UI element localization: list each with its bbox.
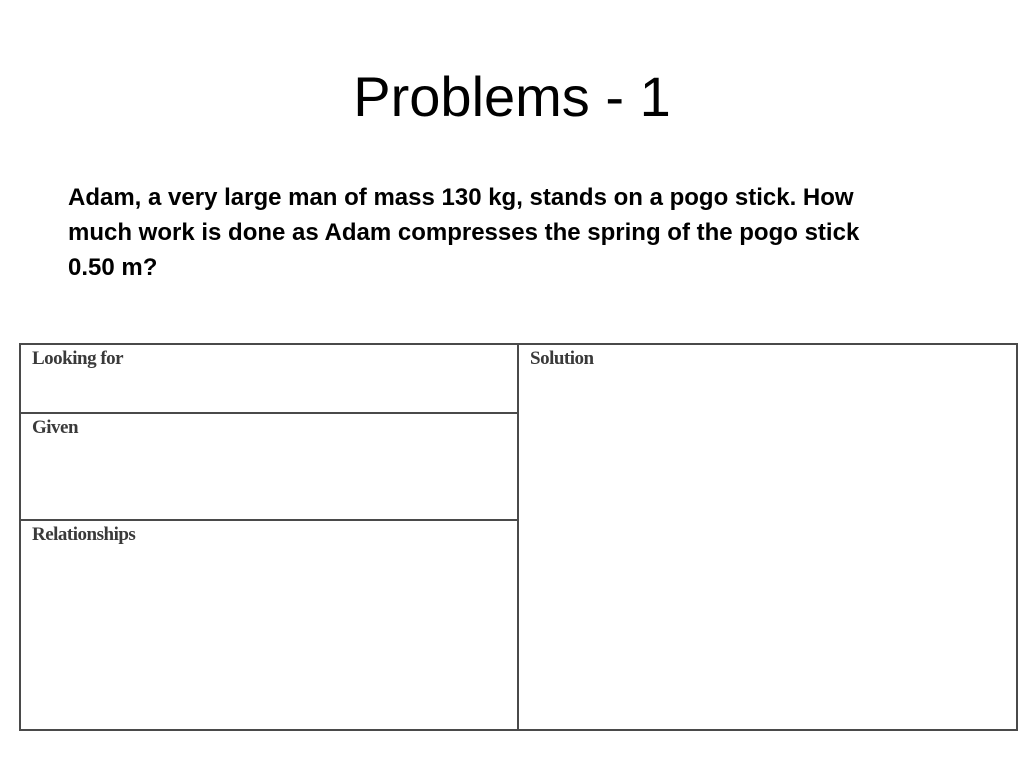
solution-label: Solution bbox=[530, 348, 594, 369]
given-label: Given bbox=[32, 417, 79, 438]
problem-statement: Adam, a very large man of mass 130 kg, stands on a pogo stick. How much work is done as Adam compresses the spring of the pogo stick 0.50 m? bbox=[68, 184, 860, 281]
problem-worksheet-table bbox=[19, 343, 1018, 731]
slide-title: Problems - 1 bbox=[353, 65, 671, 128]
relationships-cell bbox=[21, 521, 517, 729]
looking-for-cell bbox=[21, 345, 517, 414]
given-cell bbox=[21, 414, 517, 521]
relationships-label: Relationships bbox=[32, 524, 136, 545]
worksheet-left-column bbox=[21, 345, 519, 729]
solution-cell bbox=[519, 345, 1016, 729]
looking-for-label: Looking for bbox=[32, 348, 124, 369]
